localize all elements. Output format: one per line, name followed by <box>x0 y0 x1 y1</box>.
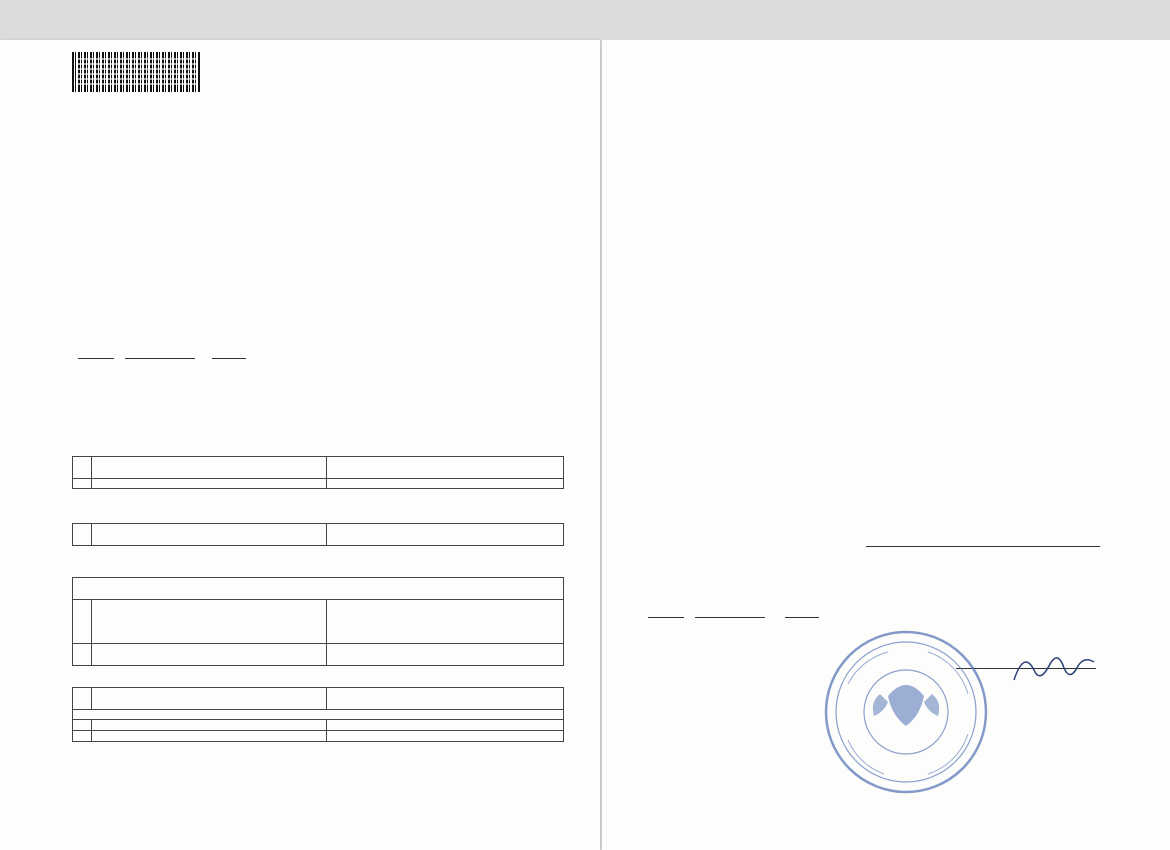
row-name <box>92 644 327 666</box>
th-value <box>327 457 564 479</box>
barcode <box>72 52 200 92</box>
th-no <box>73 457 92 479</box>
row-value <box>327 688 564 710</box>
date-day <box>648 617 684 618</box>
row-value <box>327 600 564 644</box>
authority-name <box>866 546 1100 547</box>
date-year <box>785 617 819 618</box>
signature-icon <box>1010 640 1100 700</box>
successor-subheader <box>73 578 564 600</box>
row-name <box>92 524 327 546</box>
table-applicant <box>72 687 564 742</box>
row-no <box>73 644 92 666</box>
th-index-2 <box>92 479 327 489</box>
row-no <box>73 720 92 731</box>
row-no <box>73 600 92 644</box>
row-name <box>92 720 327 731</box>
th-name <box>92 457 327 479</box>
date-month <box>125 358 195 359</box>
th-index-3 <box>327 479 564 489</box>
main-table-header <box>72 456 564 489</box>
th-index-1 <box>73 479 92 489</box>
row-value <box>327 731 564 742</box>
official-seal-icon <box>818 624 994 800</box>
row-name <box>92 731 327 742</box>
row-value <box>327 524 564 546</box>
date-year <box>212 358 246 359</box>
row-value <box>327 720 564 731</box>
row-name <box>92 688 327 710</box>
row-value <box>327 644 564 666</box>
org-name <box>90 216 510 255</box>
row-no <box>73 731 92 742</box>
date-month <box>695 617 765 618</box>
table-successor <box>72 577 564 666</box>
table-state <box>72 523 564 546</box>
authority-line-3 <box>866 546 1100 547</box>
date-day <box>78 358 114 359</box>
applicant-subheader <box>73 710 564 720</box>
row-name <box>92 600 327 644</box>
row-no <box>73 688 92 710</box>
row-no <box>73 524 92 546</box>
